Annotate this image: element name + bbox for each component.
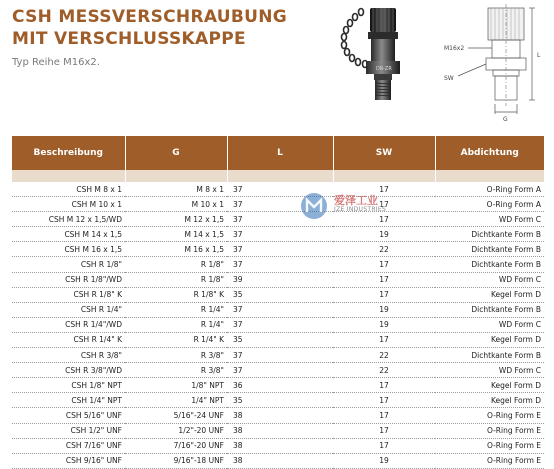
row-g: 1/8" NPT xyxy=(125,378,227,393)
coupling-body-icon xyxy=(366,8,400,100)
table-row xyxy=(12,287,544,302)
row-l: 37 xyxy=(227,348,333,363)
row-g: R 1/4" xyxy=(125,302,227,317)
row-beschreibung: CSH R 1/4"/WD xyxy=(12,317,125,332)
row-sw: 17 xyxy=(333,332,435,347)
row-g: R 1/4" xyxy=(125,317,227,332)
row-g: R 3/8" xyxy=(125,363,227,378)
row-l: 37 xyxy=(227,212,333,227)
row-beschreibung: CSH 9/16" UNF xyxy=(12,453,125,468)
row-beschreibung: CSH 5/16" UNF xyxy=(12,408,125,423)
row-beschreibung: CSH R 3/8"/WD xyxy=(12,363,125,378)
photo-marking: DR-ZR xyxy=(376,66,392,72)
row-g: M 8 x 1 xyxy=(125,182,227,197)
table-row xyxy=(12,317,544,332)
row-sw: 19 xyxy=(333,453,435,468)
table-row xyxy=(12,332,544,347)
row-sw: 19 xyxy=(333,317,435,332)
row-g: R 1/4" K xyxy=(125,332,227,347)
row-abdichtung: O-Ring Form E xyxy=(435,438,544,453)
row-sw: 17 xyxy=(333,212,435,227)
table-row xyxy=(12,408,544,423)
row-abdichtung: Kegel Form D xyxy=(435,393,544,408)
row-g: M 10 x 1 xyxy=(125,197,227,212)
row-l: 39 xyxy=(227,272,333,287)
row-l: 38 xyxy=(227,438,333,453)
row-abdichtung: O-Ring Form A xyxy=(435,182,544,197)
row-sw: 17 xyxy=(333,197,435,212)
header-band xyxy=(12,170,544,182)
drawing-thread-label: M16x2 xyxy=(444,45,465,52)
row-beschreibung: CSH 1/4" NPT xyxy=(12,393,125,408)
table-row xyxy=(12,242,544,257)
col-header-l: L xyxy=(227,136,333,170)
technical-drawing xyxy=(438,0,554,122)
row-beschreibung: CSH R 1/8"/WD xyxy=(12,272,125,287)
row-sw: 17 xyxy=(333,438,435,453)
row-l: 38 xyxy=(227,453,333,468)
table-row xyxy=(12,272,544,287)
row-beschreibung: CSH M 10 x 1 xyxy=(12,197,125,212)
col-header-abdichtung: Abdichtung xyxy=(435,136,544,170)
row-beschreibung: CSH 1/8" NPT xyxy=(12,378,125,393)
table-row xyxy=(12,197,544,212)
row-beschreibung: CSH M 8 x 1 xyxy=(12,182,125,197)
row-abdichtung: WD Form C xyxy=(435,272,544,287)
row-abdichtung: Dichtkante Form B xyxy=(435,227,544,242)
row-beschreibung: CSH 1/2" UNF xyxy=(12,423,125,438)
table-row xyxy=(12,182,544,197)
row-sw: 22 xyxy=(333,242,435,257)
page-title xyxy=(12,6,287,50)
row-abdichtung: Dichtkante Form B xyxy=(435,302,544,317)
col-header-beschreibung: Beschreibung xyxy=(12,136,125,170)
row-sw: 17 xyxy=(333,272,435,287)
row-g: R 3/8" xyxy=(125,348,227,363)
table-row xyxy=(12,423,544,438)
row-l: 37 xyxy=(227,197,333,212)
row-sw: 17 xyxy=(333,393,435,408)
drawing-l-label: L xyxy=(537,52,541,59)
row-g: R 1/8" xyxy=(125,272,227,287)
col-header-sw: SW xyxy=(333,136,435,170)
watermark-logo-icon xyxy=(300,192,328,220)
table-row xyxy=(12,348,544,363)
row-l: 37 xyxy=(227,182,333,197)
row-l: 37 xyxy=(227,302,333,317)
row-beschreibung: CSH R 1/8" xyxy=(12,257,125,272)
row-abdichtung: O-Ring Form E xyxy=(435,408,544,423)
row-g: 1/2"-20 UNF xyxy=(125,423,227,438)
row-sw: 19 xyxy=(333,227,435,242)
row-g: R 1/8" xyxy=(125,257,227,272)
row-sw: 22 xyxy=(333,363,435,378)
row-abdichtung: WD Form C xyxy=(435,317,544,332)
row-l: 37 xyxy=(227,257,333,272)
row-abdichtung: O-Ring Form E xyxy=(435,423,544,438)
row-sw: 22 xyxy=(333,348,435,363)
row-beschreibung: CSH R 1/4" K xyxy=(12,332,125,347)
row-beschreibung: CSH M 14 x 1,5 xyxy=(12,227,125,242)
row-g: M 16 x 1,5 xyxy=(125,242,227,257)
row-beschreibung: CSH M 16 x 1,5 xyxy=(12,242,125,257)
row-g: 7/16"-20 UNF xyxy=(125,438,227,453)
row-l: 38 xyxy=(227,408,333,423)
row-l: 37 xyxy=(227,363,333,378)
row-beschreibung: CSH R 1/8" K xyxy=(12,287,125,302)
row-g: R 1/8" K xyxy=(125,287,227,302)
row-sw: 17 xyxy=(333,378,435,393)
title-line-2: MIT VERSCHLUSSKAPPE xyxy=(12,29,246,49)
row-sw: 17 xyxy=(333,408,435,423)
table-row xyxy=(12,378,544,393)
table-row xyxy=(12,438,544,453)
row-sw: 19 xyxy=(333,302,435,317)
table-row xyxy=(12,257,544,272)
row-abdichtung: Kegel Form D xyxy=(435,332,544,347)
row-l: 38 xyxy=(227,423,333,438)
row-abdichtung: O-Ring Form A xyxy=(435,197,544,212)
row-g: M 14 x 1,5 xyxy=(125,227,227,242)
table-row xyxy=(12,212,544,227)
row-l: 35 xyxy=(227,393,333,408)
watermark-brand-en: IZE INDUSTRIES xyxy=(334,206,387,213)
row-sw: 17 xyxy=(333,182,435,197)
row-abdichtung: Kegel Form D xyxy=(435,287,544,302)
table-row xyxy=(12,393,544,408)
row-abdichtung: Dichtkante Form B xyxy=(435,242,544,257)
row-beschreibung: CSH R 3/8" xyxy=(12,348,125,363)
row-l: 35 xyxy=(227,332,333,347)
row-abdichtung: Dichtkante Form B xyxy=(435,348,544,363)
row-beschreibung: CSH M 12 x 1,5/WD xyxy=(12,212,125,227)
row-g: M 12 x 1,5 xyxy=(125,212,227,227)
table-row xyxy=(12,302,544,317)
row-l: 37 xyxy=(227,227,333,242)
drawing-sw-label: SW xyxy=(444,75,454,82)
row-l: 37 xyxy=(227,317,333,332)
table-row xyxy=(12,363,544,378)
table-row xyxy=(12,227,544,242)
row-l: 35 xyxy=(227,287,333,302)
row-g: 9/16"-18 UNF xyxy=(125,453,227,468)
row-abdichtung: Kegel Form D xyxy=(435,378,544,393)
row-sw: 17 xyxy=(333,423,435,438)
chain-icon xyxy=(342,9,368,68)
product-photo xyxy=(325,0,435,122)
title-line-1: CSH MESSVERSCHRAUBUNG xyxy=(12,7,288,27)
row-sw: 17 xyxy=(333,257,435,272)
row-sw: 17 xyxy=(333,287,435,302)
drawing-g-label: G xyxy=(503,116,508,122)
row-abdichtung: O-Ring Form E xyxy=(435,453,544,468)
row-beschreibung: CSH 7/16" UNF xyxy=(12,438,125,453)
row-abdichtung: WD Form C xyxy=(435,363,544,378)
row-g: 5/16"-24 UNF xyxy=(125,408,227,423)
row-abdichtung: WD Form C xyxy=(435,212,544,227)
col-header-g: G xyxy=(125,136,227,170)
row-g: 1/4" NPT xyxy=(125,393,227,408)
table-header-row xyxy=(12,136,544,170)
row-l: 36 xyxy=(227,378,333,393)
page-subtitle: Typ Reihe M16x2. xyxy=(12,57,100,68)
spec-table xyxy=(12,136,544,469)
row-beschreibung: CSH R 1/4" xyxy=(12,302,125,317)
watermark-brand-cn: 爱泽工业 xyxy=(334,194,378,207)
row-abdichtung: Dichtkante Form B xyxy=(435,257,544,272)
row-l: 37 xyxy=(227,242,333,257)
